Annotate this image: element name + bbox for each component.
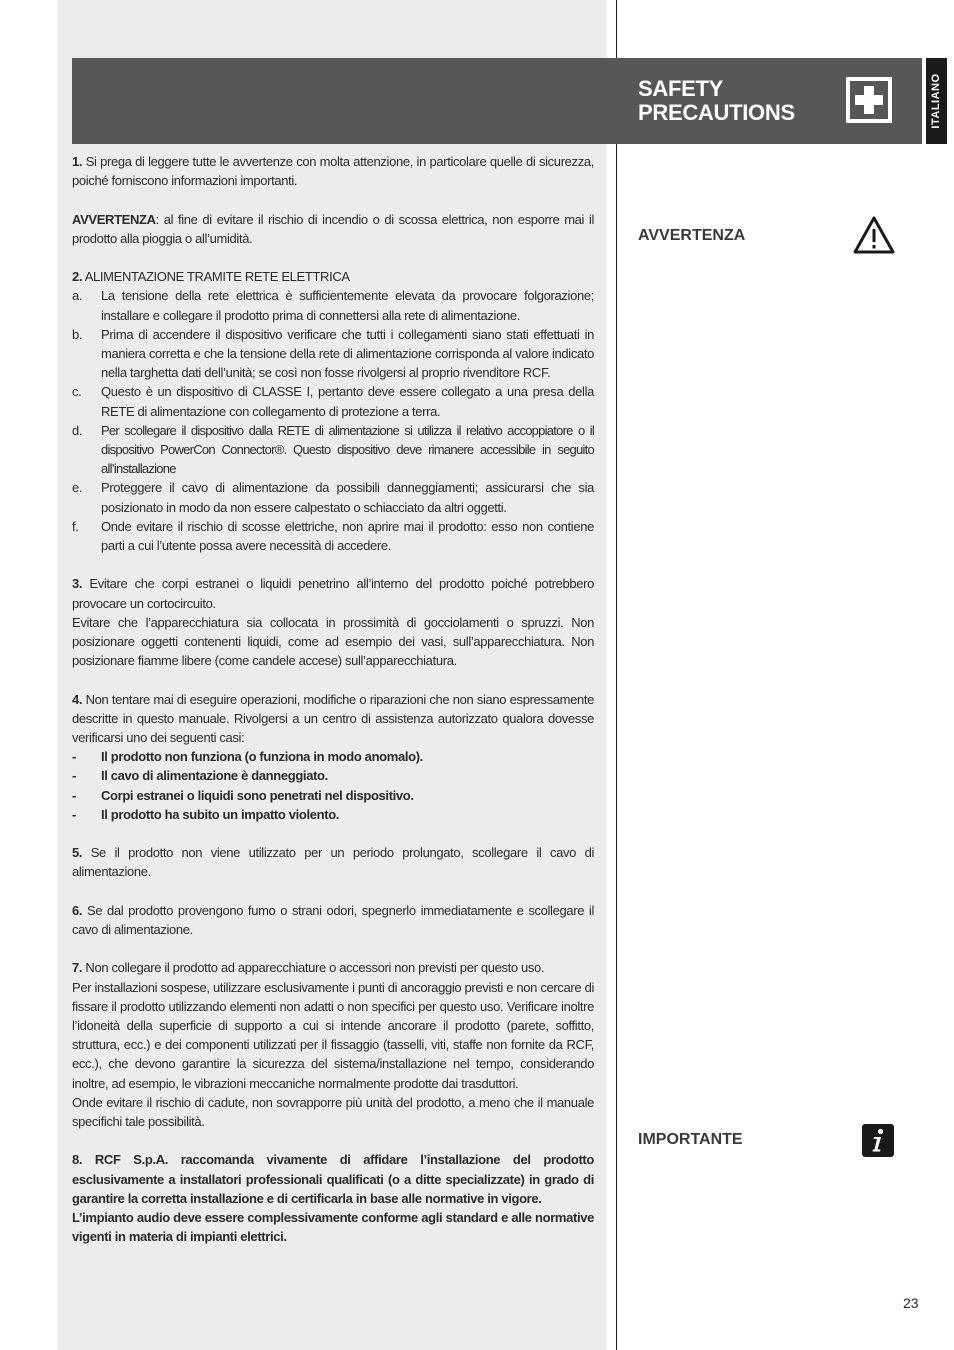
- list-item: [72, 766, 594, 785]
- list-marker: a.: [72, 288, 83, 304]
- list-item: [72, 325, 594, 383]
- list-marker: -: [72, 787, 76, 803]
- safety-content: [72, 152, 594, 1246]
- list-item: [72, 286, 594, 324]
- section-6: [72, 901, 594, 939]
- list-marker: -: [72, 768, 76, 784]
- list-item-text: Per scollegare il dispositivo dalla RETE di alimentazione si utilizza il relativo accoppiatore o il dispositivo PowerCon Connector®. Questo dispositivo deve rimanere accessibile in seguito all’installazione: [101, 422, 594, 477]
- list-item-text: Questo è un dispositivo di CLASSE I, pertanto deve essere collegato a una presa della RETE di alimentazione con collegamento di protezione a terra.: [101, 384, 594, 419]
- list-marker: b.: [72, 326, 83, 342]
- list-marker: e.: [72, 480, 83, 496]
- section-2-heading: [72, 267, 594, 286]
- section-3-number: 3.: [72, 576, 83, 592]
- section-1-text: Si prega di leggere tutte le avvertenze con molta attenzione, in particolare quelle di sicurezza, poiché forniscono informazioni importanti.: [72, 154, 594, 189]
- section-8-text-2: L’impianto audio deve essere complessivamente conforme agli standard e alle normative vigenti in materia di impianti elettrici.: [72, 1210, 594, 1245]
- list-item-text: Il cavo di alimentazione è danneggiato.: [101, 768, 328, 784]
- list-item-text: Corpi estranei o liquidi sono penetrati nel dispositivo.: [101, 787, 414, 803]
- section-5: [72, 843, 594, 881]
- section-8: 8. RCF S.p.A. raccomanda vivamente di affidare l’installazione del prodotto esclusivamente a installatori professionali qualificati (o a ditte specializzate) in grado di garantire la corretta installazione e di certificarla in base alle normative in vigore.: [72, 1152, 594, 1206]
- list-item: [72, 382, 594, 420]
- list-item-text: Il prodotto ha subito un impatto violento.: [101, 806, 340, 822]
- page-number: 23: [903, 1295, 919, 1311]
- page-title-line-2: PRECAUTIONS: [638, 100, 795, 125]
- section-6-number: 6.: [72, 902, 83, 918]
- warning-side-label: AVVERTENZA: [638, 227, 746, 244]
- section-7: [72, 958, 594, 977]
- section-7-text-3: Onde evitare il rischio di cadute, non sovrapporre più unità del prodotto, a meno che il manuale specifichi tale possibilità.: [72, 1094, 594, 1130]
- page-title: [638, 77, 795, 125]
- section-4-number: 4.: [72, 691, 83, 707]
- list-item-text: Onde evitare il rischio di scosse elettriche, non aprire mai il prodotto: esso non contiene parti a cui l’utente possa avere necessità di accedere.: [101, 518, 594, 554]
- warning-triangle-icon: [852, 215, 896, 255]
- list-item: [72, 517, 594, 555]
- info-icon: [862, 1124, 894, 1157]
- list-item: [72, 747, 594, 766]
- page-title-line-1: SAFETY: [638, 76, 723, 101]
- section-7-number: 7.: [72, 960, 83, 976]
- column-divider: [616, 0, 617, 1350]
- section-5-text: Se il prodotto non viene utilizzato per un periodo prolungato, scollegare il cavo di alimentazione.: [72, 845, 594, 880]
- list-item-text: Proteggere il cavo di alimentazione da possibili danneggiamenti; assicurarsi che sia posizionato in modo da non essere calpestato o schiacciato da altri oggetti.: [101, 480, 594, 515]
- warning-paragraph: [72, 210, 594, 248]
- warning-text: : al fine di evitare il rischio di incendio o di scossa elettrica, non esporre mai il prodotto alla pioggia o all’umidità.: [72, 211, 594, 246]
- section-7-text: Non collegare il prodotto ad apparecchiature o accessori non previsti per questo uso.: [82, 960, 545, 976]
- language-tab-label: ITALIANO: [930, 73, 942, 129]
- section-3-text: Evitare che corpi estranei o liquidi penetrino all’interno del prodotto poiché potrebbero provocare un cortocircuito.: [72, 576, 594, 611]
- list-item-text: La tensione della rete elettrica è sufficientemente elevata da provocare folgorazione; installare e collegare il prodotto prima di connettersi alla rete di alimentazione.: [101, 288, 594, 323]
- section-1-number: 1.: [72, 154, 83, 169]
- warning-label: AVVERTENZA: [72, 211, 156, 227]
- important-side-label: IMPORTANTE: [638, 1131, 743, 1148]
- list-item: [72, 478, 594, 516]
- section-3: [72, 574, 594, 612]
- section-2-number: 2.: [72, 269, 83, 285]
- list-marker: c.: [72, 384, 82, 400]
- section-1: [72, 152, 594, 190]
- section-6-text: Se dal prodotto provengono fumo o strani odori, spegnerlo immediatamente e scollegare il cavo di alimentazione.: [72, 902, 594, 938]
- section-3-text-2: Evitare che l’apparecchiatura sia collocata in prossimità di gocciolamenti o spruzzi. Non posizionare oggetti contenenti liquidi, come ad esempio dei vasi, sull’apparecchiatura. Non posizionare fiamme libere (come candele accese) sull’apparecchiatura.: [72, 614, 594, 669]
- section-2-title: ALIMENTAZIONE TRAMITE RETE ELETTRICA: [82, 269, 350, 285]
- list-marker: d.: [72, 422, 83, 438]
- list-item-text: Prima di accendere il dispositivo verificare che tutti i collegamenti siano stati effettuati in maniera corretta e che la tensione della rete di alimentazione corrisponda al valore indicato nella targhetta dati dell’unità; se così non fosse rivolgersi al proprio rivenditore RCF.: [101, 326, 594, 381]
- section-5-number: 5.: [72, 845, 83, 861]
- section-4-text: Non tentare mai di eseguire operazioni, modifiche o riparazioni che non siano espressamente descritte in questo manuale. Rivolgersi a un centro di assistenza autorizzato qualora dovesse verificarsi uno dei seguenti casi:: [72, 691, 594, 746]
- first-aid-cross-icon: [846, 77, 892, 123]
- section-7-text-2: Per installazioni sospese, utilizzare esclusivamente i punti di ancoraggio previsti e non cercare di fissare il prodotto utilizzando elementi non adatti o non specifici per questo uso. Verificare inoltre l’idoneità della superficie di supporto a cui si intende ancorare il prodotto (parete, soffitto, struttura, ecc.) e dei componenti utilizzati per il fissaggio (tasselli, viti, staffe non fornite da RCF, ecc.), che devono garantire la sicurezza del sistema/installazione nel tempo, considerando inoltre, ad esempio, le vibrazioni meccaniche normalmente prodotte dai trasduttori.: [72, 979, 594, 1091]
- list-item: [72, 786, 594, 805]
- list-item-text: Il prodotto non funziona (o funziona in modo anomalo).: [101, 749, 423, 765]
- list-marker: f.: [72, 518, 79, 534]
- list-marker: -: [72, 806, 76, 822]
- list-marker: -: [72, 749, 76, 765]
- section-4: [72, 690, 594, 748]
- list-item: [72, 421, 594, 479]
- list-item: [72, 805, 594, 824]
